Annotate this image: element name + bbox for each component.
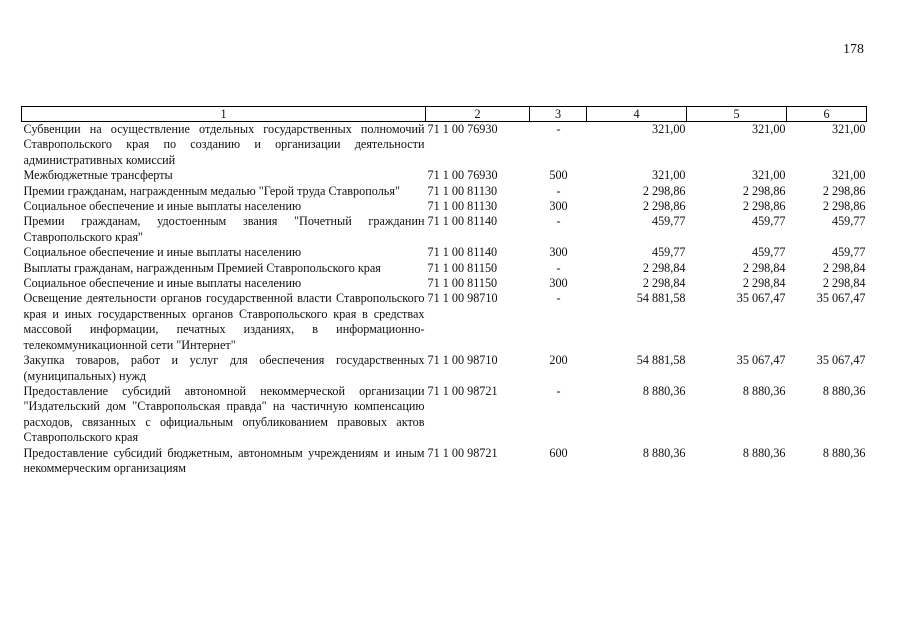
table-row bbox=[22, 261, 867, 276]
row-code-cell: 71 1 00 98710 bbox=[427, 291, 498, 306]
row-amount-year3-cell: 459,77 bbox=[831, 214, 866, 229]
table-row bbox=[22, 353, 867, 384]
row-amount-year2-cell: 35 067,47 bbox=[736, 291, 786, 306]
row-code-cell: 71 1 00 76930 bbox=[427, 168, 498, 183]
header-col-6: 6 bbox=[787, 107, 867, 122]
row-name-cell: Закупка товаров, работ и услуг для обеспечения государственных (муниципальных) нужд bbox=[23, 353, 425, 383]
row-name-cell: Предоставление субсидий автономной некоммерческой организации "Издательский дом "Ставропольская правда" на частичную компенсацию расходов, связанных с официальным опубликованием правовых актов Ставропольского края bbox=[23, 383, 425, 445]
row-name-cell: Социальное обеспечение и иные выплаты населению bbox=[23, 276, 302, 291]
row-amount-year2-cell: 321,00 bbox=[751, 168, 786, 183]
row-expense-type-cell: - bbox=[556, 214, 561, 229]
row-amount-year2-cell: 2 298,84 bbox=[742, 276, 786, 291]
table-row bbox=[22, 122, 867, 169]
row-amount-year1-cell: 321,00 bbox=[651, 168, 686, 183]
row-code-cell: 71 1 00 81150 bbox=[427, 276, 498, 291]
row-code-cell: 71 1 00 81150 bbox=[427, 260, 498, 275]
row-amount-year3-cell: 8 880,36 bbox=[822, 383, 866, 398]
row-amount-year2-cell: 2 298,86 bbox=[742, 199, 786, 214]
row-amount-year2-cell: 8 880,36 bbox=[742, 383, 786, 398]
table-row bbox=[22, 384, 867, 446]
row-name-cell: Выплаты гражданам, награжденным Премией Ставропольского края bbox=[23, 260, 381, 275]
budget-table bbox=[21, 106, 867, 476]
row-amount-year1-cell: 2 298,84 bbox=[642, 260, 686, 275]
row-code-cell: 71 1 00 98710 bbox=[427, 353, 498, 368]
row-amount-year2-cell: 459,77 bbox=[751, 214, 786, 229]
header-col-4: 4 bbox=[587, 107, 687, 122]
row-name-cell: Межбюджетные трансферты bbox=[23, 168, 173, 183]
row-amount-year3-cell: 35 067,47 bbox=[816, 291, 866, 306]
row-name-cell: Предоставление субсидий бюджетным, автономным учреждениям и иным некоммерческим организациям bbox=[23, 445, 425, 475]
header-col-3: 3 bbox=[530, 107, 587, 122]
row-expense-type-cell: 300 bbox=[549, 245, 568, 260]
row-amount-year2-cell: 35 067,47 bbox=[736, 353, 786, 368]
header-col-2: 2 bbox=[426, 107, 530, 122]
row-amount-year1-cell: 321,00 bbox=[651, 122, 686, 136]
row-amount-year3-cell: 459,77 bbox=[831, 245, 866, 260]
row-amount-year3-cell: 35 067,47 bbox=[816, 353, 866, 368]
row-amount-year3-cell: 8 880,36 bbox=[822, 445, 866, 460]
row-expense-type-cell: 300 bbox=[549, 199, 568, 214]
row-amount-year2-cell: 8 880,36 bbox=[742, 445, 786, 460]
row-expense-type-cell: 600 bbox=[549, 445, 568, 460]
row-amount-year2-cell: 2 298,86 bbox=[742, 183, 786, 198]
table-row bbox=[22, 214, 867, 245]
row-name-cell: Освещение деятельности органов государственной власти Ставропольского края и иных государственных органов Ставропольского края в средствах массовой информации, печатных изданиях, в информационно-телекоммуникационной сети "Интернет" bbox=[23, 291, 425, 352]
row-code-cell: 71 1 00 81140 bbox=[427, 245, 498, 260]
row-amount-year2-cell: 2 298,84 bbox=[742, 260, 786, 275]
row-amount-year3-cell: 2 298,86 bbox=[822, 199, 866, 214]
table-row bbox=[22, 245, 867, 260]
row-expense-type-cell: 500 bbox=[549, 168, 568, 183]
table-header-row bbox=[22, 107, 867, 122]
row-amount-year3-cell: 2 298,86 bbox=[822, 183, 866, 198]
row-amount-year1-cell: 8 880,36 bbox=[642, 383, 686, 398]
table-row bbox=[22, 168, 867, 183]
row-expense-type-cell: - bbox=[556, 260, 561, 275]
row-code-cell: 71 1 00 81140 bbox=[427, 214, 498, 229]
table-body bbox=[22, 122, 867, 477]
row-amount-year3-cell: 321,00 bbox=[831, 122, 866, 136]
table-row bbox=[22, 446, 867, 477]
row-amount-year1-cell: 54 881,58 bbox=[636, 353, 686, 368]
row-code-cell: 71 1 00 81130 bbox=[427, 183, 498, 198]
row-expense-type-cell: - bbox=[556, 291, 561, 306]
row-amount-year2-cell: 321,00 bbox=[751, 122, 786, 136]
row-amount-year1-cell: 459,77 bbox=[651, 245, 686, 260]
row-expense-type-cell: 300 bbox=[549, 276, 568, 291]
row-amount-year1-cell: 2 298,84 bbox=[642, 276, 686, 291]
row-amount-year2-cell: 459,77 bbox=[751, 245, 786, 260]
row-amount-year1-cell: 54 881,58 bbox=[636, 291, 686, 306]
row-expense-type-cell: 200 bbox=[549, 353, 568, 368]
row-amount-year3-cell: 2 298,84 bbox=[822, 276, 866, 291]
table-row bbox=[22, 276, 867, 291]
row-amount-year1-cell: 8 880,36 bbox=[642, 445, 686, 460]
row-expense-type-cell: - bbox=[556, 122, 561, 136]
row-amount-year1-cell: 2 298,86 bbox=[642, 199, 686, 214]
row-name-cell: Премии гражданам, награжденным медалью "Герой труда Ставрополья" bbox=[23, 183, 400, 198]
row-amount-year1-cell: 2 298,86 bbox=[642, 183, 686, 198]
header-col-5: 5 bbox=[687, 107, 787, 122]
row-name-cell: Субвенции на осуществление отдельных государственных полномочий Ставропольского края по созданию и организации деятельности административных комиссий bbox=[23, 122, 425, 167]
row-name-cell: Социальное обеспечение и иные выплаты населению bbox=[23, 245, 302, 260]
table-row bbox=[22, 199, 867, 214]
row-name-cell: Социальное обеспечение и иные выплаты населению bbox=[23, 199, 302, 214]
row-code-cell: 71 1 00 76930 bbox=[427, 122, 498, 136]
row-name-cell: Премии гражданам, удостоенным звания "Почетный гражданин Ставропольского края" bbox=[23, 214, 425, 244]
row-code-cell: 71 1 00 81130 bbox=[427, 199, 498, 214]
row-amount-year3-cell: 2 298,84 bbox=[822, 260, 866, 275]
header-col-1: 1 bbox=[22, 107, 426, 122]
table-row bbox=[22, 184, 867, 199]
row-expense-type-cell: - bbox=[556, 183, 561, 198]
row-amount-year1-cell: 459,77 bbox=[651, 214, 686, 229]
row-amount-year3-cell: 321,00 bbox=[831, 168, 866, 183]
row-code-cell: 71 1 00 98721 bbox=[427, 383, 498, 398]
row-code-cell: 71 1 00 98721 bbox=[427, 445, 498, 460]
table-row bbox=[22, 291, 867, 353]
page-number: 178 bbox=[843, 42, 864, 57]
row-expense-type-cell: - bbox=[556, 383, 561, 398]
